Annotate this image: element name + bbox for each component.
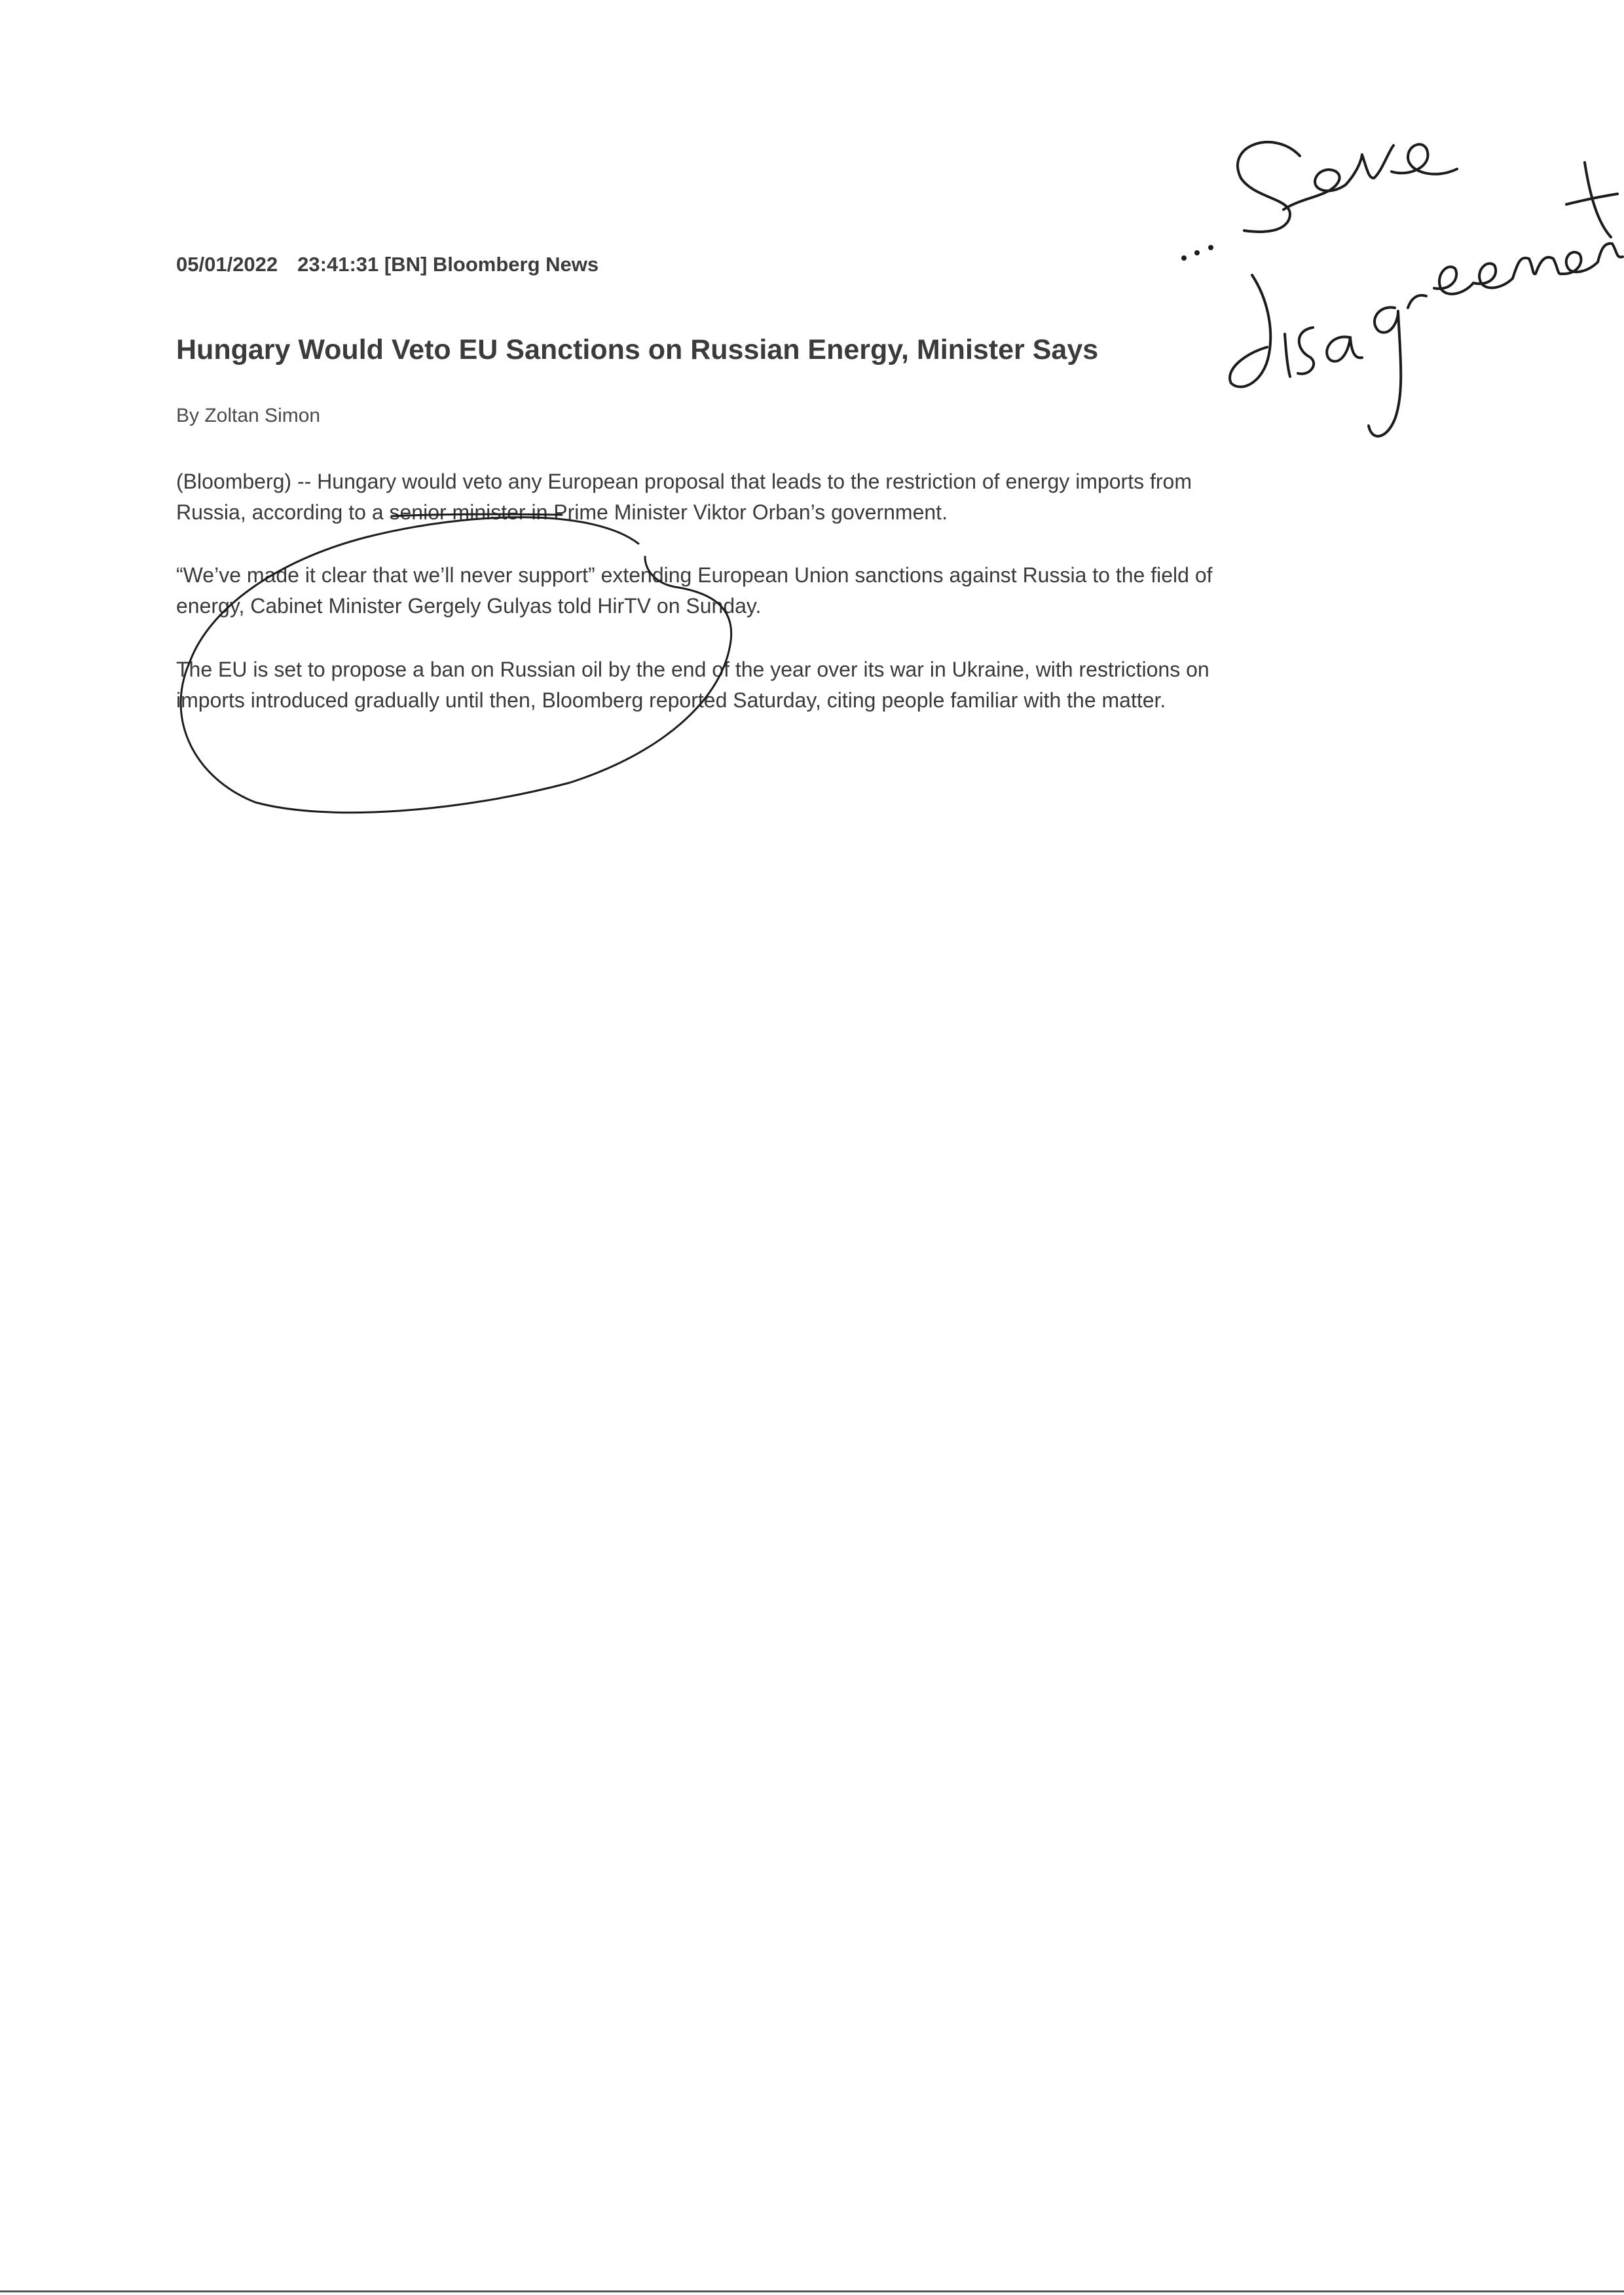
article-headline: Hungary Would Veto EU Sanctions on Russian Energy, Minister Says <box>176 334 1099 365</box>
article-dateline <box>176 253 599 276</box>
ellipsis-dot <box>1208 245 1213 250</box>
article-time-source: 23:41:31 [BN] Bloomberg News <box>297 253 599 276</box>
handwritten-word-some <box>1238 142 1457 232</box>
paragraph-line: “We’ve made it clear that we’ll never support” extending European Union sanctions against Russia to the field of <box>176 563 1213 587</box>
paragraph-line: energy, Cabinet Minister Gergely Gulyas told HirTV on Sunday. <box>176 594 762 618</box>
paragraph-line: The EU is set to propose a ban on Russian oil by the end of the year over its war in Ukraine, with restrictions on <box>176 658 1209 681</box>
article-paragraph <box>176 466 1316 528</box>
article-paragraph <box>176 560 1316 622</box>
ellipsis-dot <box>1194 250 1200 255</box>
handwritten-word-disagreement <box>1230 162 1623 436</box>
paragraph-line: Russia, according to a senior minister in Prime Minister Viktor Orban’s government. <box>176 500 948 524</box>
paragraph-line: (Bloomberg) -- Hungary would veto any European proposal that leads to the restriction of energy imports from <box>176 470 1192 493</box>
ellipsis-dot <box>1181 255 1187 261</box>
article-byline: By Zoltan Simon <box>176 405 321 426</box>
page-bottom-edge <box>0 2290 1624 2292</box>
article-date: 05/01/2022 <box>176 253 278 276</box>
paragraph-line: imports introduced gradually until then, Bloomberg reported Saturday, citing people familiar with the matter. <box>176 688 1166 712</box>
article-paragraph <box>176 654 1316 716</box>
